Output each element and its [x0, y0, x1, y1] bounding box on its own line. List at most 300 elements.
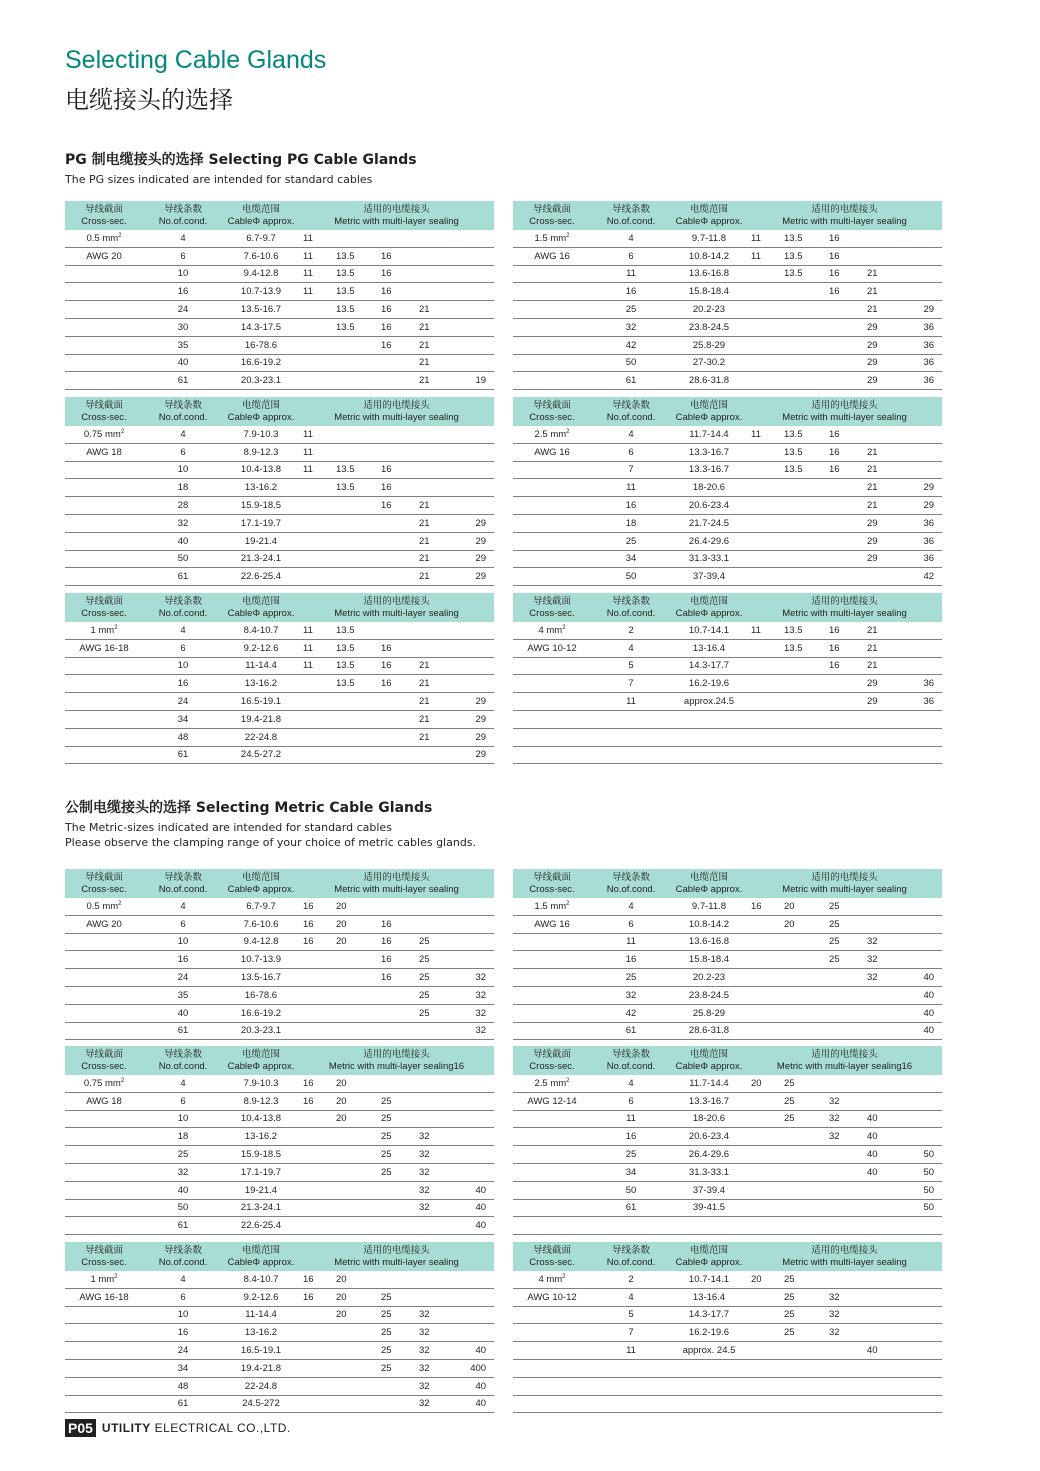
cell-gland-size: 32 — [863, 951, 901, 969]
cell-cable-range: 21.3-24.1 — [223, 550, 299, 568]
cell-gland-size — [825, 693, 863, 711]
cell-cross-sec: AWG 16 — [513, 247, 591, 265]
cell-gland-size — [332, 1377, 377, 1395]
cell-cable-range: 14.3-17.7 — [671, 1306, 747, 1324]
cell-gland-size — [825, 986, 863, 1004]
cell-gland-size — [453, 497, 494, 515]
company-name: UTILITY ELECTRICAL CO.,LTD. — [101, 1421, 291, 1435]
cell-gland-size — [453, 1324, 494, 1342]
cell-gland-size — [453, 1092, 494, 1110]
cell-gland-size — [780, 1163, 825, 1181]
cell-gland-size — [332, 1324, 377, 1342]
cell-gland-size — [780, 1359, 825, 1377]
cell-gland-size — [825, 1181, 863, 1199]
table-row — [513, 898, 942, 915]
cell-gland-size — [901, 622, 942, 639]
cell-gland-size — [747, 568, 780, 586]
cell-gland-size: 32 — [863, 933, 901, 951]
cell-gland-size — [332, 1004, 377, 1022]
table-row — [65, 746, 494, 764]
table-row — [65, 318, 494, 336]
col-cable-range: 电缆范围 CableΦ approx. — [671, 397, 747, 426]
cell-gland-size — [377, 728, 415, 746]
table-row — [65, 1395, 494, 1413]
cell-gland-size — [747, 1004, 780, 1022]
cell-cable-range: 22-24.8 — [223, 1377, 299, 1395]
cell-gland-size — [780, 283, 825, 301]
cell-gland-size — [863, 247, 901, 265]
cell-no-cond: 7 — [591, 461, 671, 479]
table-row — [65, 497, 494, 515]
cell-gland-size — [747, 1306, 780, 1324]
cell-no-cond: 34 — [143, 1359, 223, 1377]
cell-gland-size: 29 — [863, 318, 901, 336]
cell-gland-size — [377, 746, 415, 764]
cell-no-cond: 4 — [591, 230, 671, 247]
cell-no-cond: 61 — [143, 1022, 223, 1040]
cell-no-cond: 25 — [591, 1146, 671, 1164]
cell-cross-sec — [513, 657, 591, 675]
cell-gland-size: 21 — [415, 693, 453, 711]
cell-gland-size — [415, 622, 453, 639]
cell-gland-size — [747, 1377, 780, 1395]
table-header — [513, 1242, 942, 1271]
cell-no-cond: 61 — [143, 372, 223, 390]
cell-no-cond: 6 — [591, 247, 671, 265]
cell-gland-size: 29 — [901, 301, 942, 319]
cell-gland-size: 32 — [863, 969, 901, 987]
cell-cross-sec — [513, 746, 591, 764]
cell-cross-sec: 1 $mm^2$ — [65, 1271, 143, 1288]
cell-cable-range: 10.7-13.9 — [223, 951, 299, 969]
cell-no-cond: 16 — [143, 283, 223, 301]
cell-gland-size: 16 — [299, 898, 332, 915]
cell-gland-size — [901, 915, 942, 933]
table-row — [513, 710, 942, 728]
cell-cable-range: 15.8-18.4 — [671, 283, 747, 301]
cell-gland-size — [453, 426, 494, 443]
cell-gland-size — [299, 1324, 332, 1342]
cell-gland-size — [332, 354, 377, 372]
cell-gland-size — [377, 1395, 415, 1413]
table-header — [513, 397, 942, 426]
cell-cable-range: 13.3-16.7 — [671, 443, 747, 461]
cell-gland-size — [332, 1395, 377, 1413]
cell-gland-size — [299, 336, 332, 354]
cell-gland-size — [780, 1377, 825, 1395]
cell-gland-size: 21 — [415, 301, 453, 319]
cell-gland-size — [332, 230, 377, 247]
cell-cross-sec — [65, 550, 143, 568]
cell-gland-size — [747, 1288, 780, 1306]
cell-gland-size — [415, 247, 453, 265]
cell-cross-sec — [65, 1146, 143, 1164]
cell-no-cond: 35 — [143, 336, 223, 354]
cell-gland-size — [453, 951, 494, 969]
cell-cross-sec — [513, 693, 591, 711]
table-row — [65, 479, 494, 497]
cell-gland-size — [415, 283, 453, 301]
col-cable-range: 电缆范围 CableΦ approx. — [671, 869, 747, 898]
cell-gland-size — [332, 1181, 377, 1199]
cell-gland-size: 25 — [415, 969, 453, 987]
cell-cable-range: 10.8-14.2 — [671, 247, 747, 265]
cell-gland-size — [299, 1110, 332, 1128]
cell-gland-size: 29 — [863, 514, 901, 532]
cell-gland-size: 21 — [863, 461, 901, 479]
cell-gland-size — [901, 461, 942, 479]
col-gland: 适用的电缆接头 Metric with multi-layer sealing — [299, 593, 494, 622]
table-row — [65, 568, 494, 586]
cell-cross-sec — [513, 550, 591, 568]
cell-gland-size — [863, 1199, 901, 1217]
table-row — [513, 1022, 942, 1040]
cell-no-cond: 61 — [591, 1199, 671, 1217]
table-row — [65, 657, 494, 675]
col-cable-range: 电缆范围 CableΦ approx. — [671, 201, 747, 230]
cell-gland-size — [377, 693, 415, 711]
cell-gland-size — [901, 933, 942, 951]
cell-cable-range: 16-78.6 — [223, 336, 299, 354]
cell-gland-size: 400 — [453, 1359, 494, 1377]
cell-gland-size: 16 — [747, 898, 780, 915]
cell-cross-sec — [65, 336, 143, 354]
cell-gland-size: 20 — [332, 1110, 377, 1128]
cell-cable-range: 19.4-21.8 — [223, 1359, 299, 1377]
cell-cable-range: 25.8-29 — [671, 336, 747, 354]
cell-cable-range: 11.7-14.4 — [671, 426, 747, 443]
cell-gland-size: 21 — [863, 497, 901, 515]
cell-cable-range — [671, 710, 747, 728]
cell-cross-sec: 4 $mm^2$ — [513, 1271, 591, 1288]
cell-cable-range: 13.6-16.8 — [671, 933, 747, 951]
cell-cable-range: 16.2-19.6 — [671, 1324, 747, 1342]
cell-gland-size — [780, 514, 825, 532]
table-row — [513, 1128, 942, 1146]
cell-gland-size: 11 — [299, 443, 332, 461]
cell-gland-size: 20 — [332, 1092, 377, 1110]
cell-gland-size: 20 — [780, 898, 825, 915]
table-row — [513, 1217, 942, 1235]
cell-no-cond: 5 — [591, 1306, 671, 1324]
cell-gland-size: 16 — [825, 265, 863, 283]
cell-gland-size — [747, 1181, 780, 1199]
cell-no-cond: 24 — [143, 969, 223, 987]
cell-gland-size — [747, 951, 780, 969]
cell-gland-size — [332, 1199, 377, 1217]
cell-gland-size — [825, 568, 863, 586]
table-row — [513, 657, 942, 675]
cell-no-cond: 4 — [143, 622, 223, 639]
cell-cross-sec: AWG 20 — [65, 247, 143, 265]
table-row — [513, 514, 942, 532]
metric-table-1 — [65, 869, 494, 1040]
cell-gland-size — [415, 746, 453, 764]
cell-cross-sec — [513, 497, 591, 515]
cell-cable-range: 14.3-17.5 — [223, 318, 299, 336]
cell-no-cond: 4 — [591, 898, 671, 915]
cell-gland-size: 16 — [825, 247, 863, 265]
cell-gland-size: 29 — [863, 550, 901, 568]
cell-gland-size: 40 — [453, 1181, 494, 1199]
cell-gland-size: 13.5 — [332, 461, 377, 479]
cell-no-cond — [591, 1395, 671, 1413]
cell-no-cond: 34 — [591, 1163, 671, 1181]
cell-cable-range: 8.4-10.7 — [223, 622, 299, 639]
cell-cross-sec — [65, 933, 143, 951]
cell-gland-size: 21 — [415, 568, 453, 586]
cell-gland-size: 32 — [415, 1324, 453, 1342]
cell-gland-size — [901, 1342, 942, 1360]
cell-gland-size — [747, 710, 780, 728]
cell-gland-size — [332, 497, 377, 515]
cell-no-cond — [591, 1217, 671, 1235]
table-row — [65, 265, 494, 283]
cell-gland-size: 11 — [299, 622, 332, 639]
table-row — [65, 986, 494, 1004]
cell-gland-size — [825, 1199, 863, 1217]
cell-gland-size — [747, 1146, 780, 1164]
metric-section-subtitle: The Metric-sizes indicated are intended for standard cables Please observe the clamping range of your choice of metric cables glands. — [65, 821, 477, 849]
cell-gland-size: 25 — [415, 951, 453, 969]
cell-gland-size — [780, 746, 825, 764]
cell-gland-size — [863, 1181, 901, 1199]
cell-cross-sec — [513, 479, 591, 497]
cell-no-cond: 6 — [143, 1288, 223, 1306]
cell-cross-sec — [513, 265, 591, 283]
cell-cross-sec — [513, 969, 591, 987]
cell-no-cond: 6 — [143, 1092, 223, 1110]
cell-cross-sec: 2.5 $mm^2$ — [513, 1075, 591, 1092]
table-row — [513, 318, 942, 336]
cell-no-cond: 4 — [143, 230, 223, 247]
cell-gland-size — [863, 1306, 901, 1324]
cell-gland-size: 50 — [901, 1146, 942, 1164]
cell-gland-size — [780, 497, 825, 515]
table-row — [65, 1022, 494, 1040]
table-row — [65, 1146, 494, 1164]
cell-gland-size — [901, 1359, 942, 1377]
cell-gland-size — [863, 1324, 901, 1342]
cell-gland-size — [747, 1359, 780, 1377]
cell-gland-size — [332, 728, 377, 746]
cell-gland-size — [901, 657, 942, 675]
cell-gland-size: 25 — [780, 1288, 825, 1306]
cell-gland-size: 20 — [332, 915, 377, 933]
cell-gland-size — [780, 1004, 825, 1022]
table-row — [65, 1359, 494, 1377]
cell-cross-sec — [513, 1181, 591, 1199]
cell-cable-range: 13.6-16.8 — [671, 265, 747, 283]
cell-gland-size — [863, 986, 901, 1004]
table-row — [513, 1324, 942, 1342]
table-row — [513, 1359, 942, 1377]
page-title-en: Selecting Cable Glands — [65, 46, 327, 74]
cell-cable-range: 9.4-12.8 — [223, 265, 299, 283]
col-cross-sec: 导线截面 Cross-sec. — [65, 1046, 143, 1075]
cell-cable-range: 20.6-23.4 — [671, 1128, 747, 1146]
cell-gland-size — [825, 1377, 863, 1395]
cell-gland-size — [747, 986, 780, 1004]
cell-gland-size — [453, 1110, 494, 1128]
cell-cross-sec — [513, 514, 591, 532]
cell-gland-size — [825, 479, 863, 497]
cell-gland-size — [780, 1128, 825, 1146]
cell-gland-size — [332, 1128, 377, 1146]
col-cross-sec: 导线截面 Cross-sec. — [65, 1242, 143, 1271]
cell-gland-size: 36 — [901, 372, 942, 390]
cell-cross-sec — [65, 1342, 143, 1360]
cell-gland-size — [825, 550, 863, 568]
cell-gland-size — [901, 443, 942, 461]
cell-gland-size: 32 — [415, 1342, 453, 1360]
cell-gland-size: 13.5 — [780, 247, 825, 265]
cell-gland-size — [299, 951, 332, 969]
cell-gland-size — [825, 372, 863, 390]
cell-gland-size — [825, 318, 863, 336]
cell-gland-size — [453, 354, 494, 372]
cell-gland-size — [299, 497, 332, 515]
metric-section-heading: 公制电缆接头的选择 Selecting Metric Cable Glands — [65, 800, 433, 816]
cell-gland-size — [825, 1217, 863, 1235]
cell-no-cond: 48 — [143, 728, 223, 746]
cell-gland-size — [747, 1324, 780, 1342]
col-gland: 适用的电缆接头 Metric with multi-layer sealing — [747, 397, 942, 426]
cell-gland-size — [863, 230, 901, 247]
cell-gland-size — [415, 1110, 453, 1128]
cell-cross-sec — [513, 710, 591, 728]
table-row — [65, 1377, 494, 1395]
cell-gland-size: 32 — [415, 1128, 453, 1146]
col-gland: 适用的电缆接头 Metric with multi-layer sealing — [299, 1242, 494, 1271]
cell-cable-range: 24.5-27.2 — [223, 746, 299, 764]
col-no-cond: 导线条数 No.of.cond. — [591, 1046, 671, 1075]
cell-gland-size — [377, 550, 415, 568]
cell-gland-size: 21 — [415, 336, 453, 354]
metric-table-2 — [513, 869, 942, 1040]
table-row — [513, 1199, 942, 1217]
cell-cross-sec — [65, 461, 143, 479]
table-row — [513, 550, 942, 568]
cell-gland-size — [299, 568, 332, 586]
cell-gland-size — [299, 1004, 332, 1022]
cell-gland-size: 21 — [863, 657, 901, 675]
cell-no-cond: 50 — [591, 354, 671, 372]
cell-gland-size: 32 — [453, 986, 494, 1004]
cell-gland-size: 40 — [901, 986, 942, 1004]
cell-gland-size: 32 — [825, 1324, 863, 1342]
cell-gland-size: 25 — [415, 933, 453, 951]
cell-cable-range: 14.3-17.7 — [671, 657, 747, 675]
cell-cross-sec: AWG 12-14 — [513, 1092, 591, 1110]
cell-cable-range: 13.3-16.7 — [671, 1092, 747, 1110]
cell-cross-sec — [513, 1128, 591, 1146]
col-gland: 适用的电缆接头 Metric with multi-layer sealing16 — [299, 1046, 494, 1075]
col-no-cond: 导线条数 No.of.cond. — [591, 593, 671, 622]
cell-gland-size — [299, 1163, 332, 1181]
cell-gland-size: 16 — [825, 443, 863, 461]
cell-cross-sec — [65, 265, 143, 283]
cell-gland-size — [299, 354, 332, 372]
cell-gland-size: 16 — [377, 265, 415, 283]
cell-gland-size — [415, 479, 453, 497]
cell-cable-range: 26.4-29.6 — [671, 1146, 747, 1164]
cell-gland-size: 16 — [299, 1288, 332, 1306]
cell-gland-size — [415, 1075, 453, 1092]
cell-cable-range: 10.4-13.8 — [223, 1110, 299, 1128]
cell-gland-size: 29 — [863, 336, 901, 354]
cell-gland-size: 21 — [863, 443, 901, 461]
table-row — [513, 1395, 942, 1413]
cell-gland-size — [453, 283, 494, 301]
cell-gland-size: 21 — [415, 675, 453, 693]
cell-no-cond: 4 — [143, 426, 223, 443]
cell-gland-size — [415, 1022, 453, 1040]
cell-no-cond: 10 — [143, 933, 223, 951]
cell-gland-size: 25 — [825, 898, 863, 915]
pg-table-5 — [65, 593, 494, 764]
cell-gland-size — [825, 497, 863, 515]
cell-no-cond: 16 — [143, 675, 223, 693]
cell-no-cond: 10 — [143, 461, 223, 479]
cell-gland-size — [332, 1342, 377, 1360]
cell-gland-size — [780, 336, 825, 354]
table-row — [513, 1092, 942, 1110]
cell-gland-size — [901, 426, 942, 443]
cell-gland-size — [901, 1288, 942, 1306]
cell-gland-size: 29 — [453, 746, 494, 764]
cell-gland-size — [453, 479, 494, 497]
cell-cross-sec — [513, 951, 591, 969]
table-row — [513, 301, 942, 319]
cell-cross-sec: AWG 16 — [513, 443, 591, 461]
cell-cross-sec — [513, 1306, 591, 1324]
col-gland: 适用的电缆接头 Metric with multi-layer sealing — [747, 1242, 942, 1271]
cell-no-cond: 16 — [591, 951, 671, 969]
cell-gland-size — [299, 1146, 332, 1164]
cell-gland-size — [901, 1324, 942, 1342]
cell-gland-size — [332, 1146, 377, 1164]
table-row — [513, 461, 942, 479]
page-title-cn: 电缆接头的选择 — [65, 86, 233, 114]
cell-cable-range: 16.6-19.2 — [223, 354, 299, 372]
cell-no-cond: 25 — [591, 532, 671, 550]
table-row — [513, 479, 942, 497]
cell-gland-size — [747, 372, 780, 390]
cell-gland-size — [780, 710, 825, 728]
cell-gland-size: 13.5 — [332, 247, 377, 265]
cell-gland-size — [377, 532, 415, 550]
cell-gland-size — [332, 550, 377, 568]
cell-cable-range — [671, 1395, 747, 1413]
cell-gland-size: 50 — [901, 1199, 942, 1217]
cell-gland-size — [780, 657, 825, 675]
footer — [65, 1418, 291, 1438]
cell-gland-size — [747, 1199, 780, 1217]
cell-cross-sec — [513, 1342, 591, 1360]
cell-gland-size: 16 — [825, 230, 863, 247]
cell-gland-size: 13.5 — [780, 461, 825, 479]
cell-gland-size — [332, 443, 377, 461]
cell-gland-size — [332, 951, 377, 969]
cell-cable-range: 37-39.4 — [671, 1181, 747, 1199]
cell-gland-size: 11 — [299, 265, 332, 283]
cell-cross-sec — [513, 336, 591, 354]
table-row — [65, 951, 494, 969]
cell-no-cond: 16 — [591, 1128, 671, 1146]
cell-gland-size: 16 — [377, 301, 415, 319]
cell-gland-size — [780, 550, 825, 568]
